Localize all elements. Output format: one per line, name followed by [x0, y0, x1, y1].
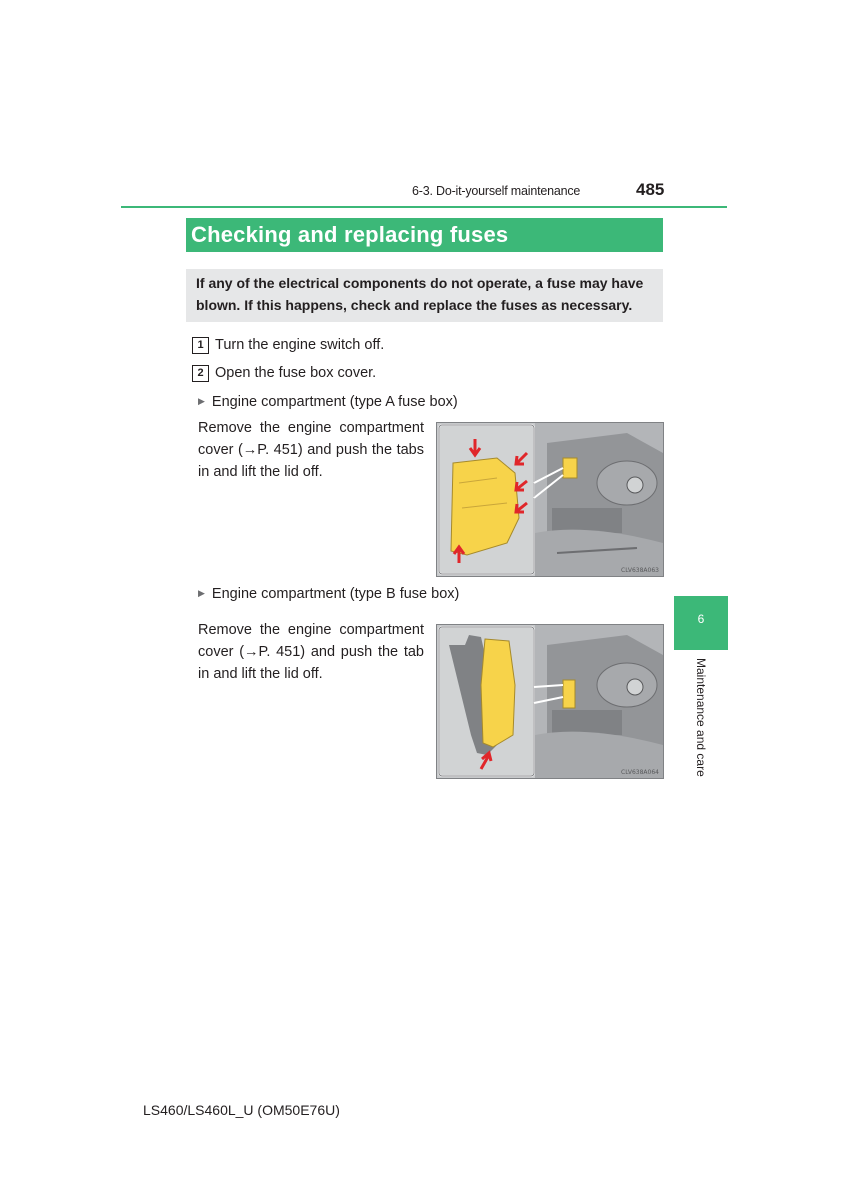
triangle-bullet-icon: ▶ [198, 588, 205, 598]
subsection-text-a: Remove the engine compartment cover (→P. 451) and push the tabs in and lift the lid off. [198, 420, 424, 480]
chapter-title: Maintenance and care [694, 658, 708, 777]
subsection-heading-b: ▶ Engine compartment (type B fuse box) [198, 586, 460, 602]
engine-compartment-illustration [437, 625, 663, 778]
header-rule [121, 206, 727, 208]
step-number: 1 [192, 337, 209, 354]
step-1 [192, 335, 384, 355]
subsection-text-b: Remove the engine compartment cover (→P. 451) and push the tab in and lift the lid off. [198, 622, 424, 682]
step-text: Open the fuse box cover. [215, 365, 377, 381]
step-text: Turn the engine switch off. [215, 337, 385, 353]
subsection-heading-a: ▶ Engine compartment (type A fuse box) [198, 394, 458, 410]
intro-note: If any of the electrical components do not operate, a fuse may have blown. If this happens, check and replace the fuses as necessary. [186, 269, 663, 322]
step-number: 2 [192, 365, 209, 382]
figure-type-a-fuse-box [436, 422, 664, 577]
footer-model: LS460/LS460L_U (OM50E76U) [143, 1102, 340, 1118]
triangle-bullet-icon: ▶ [198, 396, 205, 406]
figure-code: CLV638A063 [621, 567, 659, 574]
engine-compartment-illustration [437, 423, 663, 576]
section-header: 6-3. Do-it-yourself maintenance [412, 184, 581, 198]
figure-type-b-fuse-box [436, 624, 664, 779]
page-number: 485 [636, 180, 665, 199]
page-title: Checking and replacing fuses [186, 218, 663, 252]
step-2 [192, 363, 376, 383]
chapter-tab: 6 [674, 596, 728, 650]
figure-code: CLV638A064 [621, 769, 659, 776]
